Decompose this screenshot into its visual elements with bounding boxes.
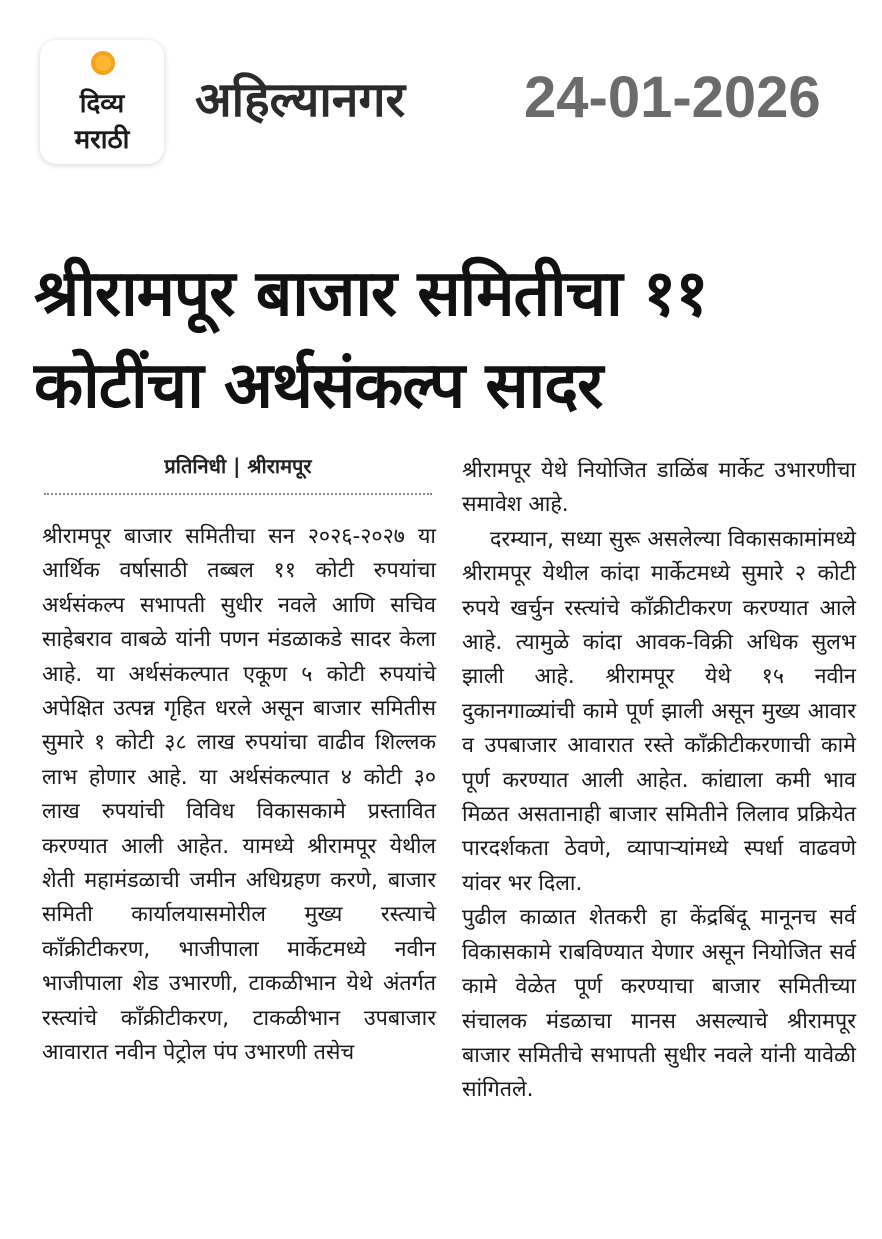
article-headline: [34, 248, 864, 432]
logo-text-line1: दिव्य: [79, 89, 125, 119]
paragraph: श्रीरामपूर येथे नियोजित डाळिंब मार्केट उभारणीचा समावेश आहे.: [462, 458, 856, 518]
article-column-left: [42, 520, 436, 1071]
edition-city: अहिल्यानगर: [195, 72, 406, 128]
paragraph: श्रीरामपूर बाजार समितीचा सन २०२६-२०२७ या आर्थिक वर्षासाठी तब्बल ११ कोटी रुपयांचा अर्थसंकल्प सभापती सुधीर नवले आणि सचिव साहेबराव वाबळे यांनी पणन मंडळाकडे सादर केला आहे. या अर्थसंकल्पात एकूण ५ कोटी रुपयांचे अपेक्षित उत्पन्न गृहित धरले असून बाजार समितीस सुमारे १ कोटी ३८ लाख रुपयांचा वाढीव शिल्लक लाभ होणार आहे. या अर्थसंकल्पात ४ कोटी ३० लाख रुपयांची विविध विकासकामे प्रस्तावित करण्यात आली आहेत. यामध्ये श्रीरामपूर येथील शेती महामंडळाची जमीन अधिग्रहण करणे, बाजार समिती कार्यालयासमोरील मुख्य रस्त्याचे काँक्रीटीकरण, भाजीपाला मार्केटमध्ये नवीन भाजीपाला शेड उभारणी, टाकळीभान येथे अंतर्गत रस्त्यांचे काँक्रीटीकरण, टाकळीभान उपबाजार आवारात नवीन पेट्रोल पंप उभारणी तसेच: [42, 524, 436, 1066]
edition-date: 24-01-2026: [524, 65, 821, 130]
headline-line-1: श्रीरामपूर बाजार समितीचा ११: [34, 257, 708, 331]
paragraph: पुढील काळात शेतकरी हा केंद्रबिंदू मानूनच सर्व विकासकामे राबविण्यात येणार असून नियोजित सर्व कामे वेळेत पूर्ण करण्याचा बाजार समितीच्या संचालक मंडळाचा मानस असल्याचे श्रीरामपूर बाजार समितीचे सभापती सुधीर नवले यांनी यावेळी सांगितले.: [462, 905, 856, 1103]
article-byline: प्रतिनिधी | श्रीरामपूर: [44, 452, 432, 495]
headline-line-2: कोटींचा अर्थसंकल्प सादर: [34, 349, 603, 423]
article-column-right: [462, 454, 856, 1108]
divya-marathi-logo[interactable]: [40, 40, 164, 164]
paragraph: दरम्यान, सध्या सुरू असलेल्या विकासकामांमध्ये श्रीरामपूर येथील कांदा मार्केटमध्ये सुमारे २ कोटी रुपये खर्चुन रस्त्यांचे काँक्रीटीकरण करण्यात आले आहे. त्यामुळे कांदा आवक-विक्री अधिक सुलभ झाली आहे. श्रीरामपूर येथे १५ नवीन दुकानगाळ्यांची कामे पूर्ण झाली असून मुख्य आवार व उपबाजार आवारात रस्ते काँक्रीटीकरणाची कामे पूर्ण करण्यात आली आहेत. कांद्याला कमी भाव मिळत असतानाही बाजार समितीने लिलाव प्रक्रियेत पारदर्शकता ठेवणे, व्यापाऱ्यांमध्ये स्पर्धा वाढवणे यांवर भर दिला.: [462, 526, 856, 896]
logo-text-line2: मराठी: [74, 125, 130, 155]
sun-icon: [88, 48, 118, 78]
